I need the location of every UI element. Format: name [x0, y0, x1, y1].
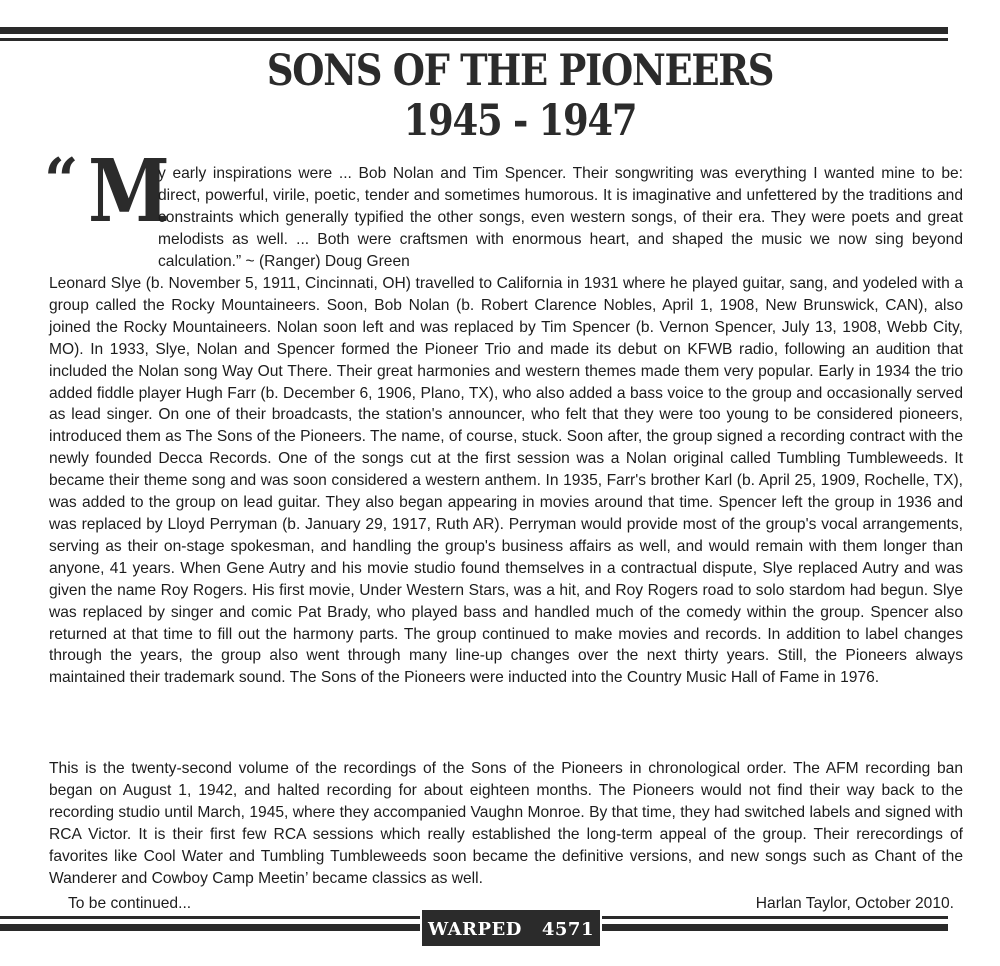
page-subtitle-years: 1945 - 1947: [403, 96, 637, 146]
catalog-badge: [420, 908, 602, 948]
epigraph-quote: [158, 163, 963, 273]
paragraph-1: Leonard Slye (b. November 5, 1911, Cincinnati, OH) travelled to California in 1931 where he played guitar, sang, and yodeled with a group called the Rocky Mountaineers. Soon, Bob Nolan (b. Robert Clarence Nobles, April 1, 1908, New Brunswick, CAN), also joined the Rocky Mountaineers. Nolan soon left and was replaced by Tim Spencer (b. Vernon Spencer, July 13, 1908, Webb City, MO). In 1933, Slye, Nolan and Spencer formed the Pioneer Trio and made its debut on KFWB radio, following an audition that included the Nolan song Way Out There. Their great harmonies and western themes made them very popular. Early in 1934 the trio added fiddle player Hugh Farr (b. December 6, 1906, Plano, TX), who also added a bass voice to the group and occasionally served as lead singer. On one of their broadcasts, the station's announcer, who felt that they were too young to be considered pioneers, introduced them as The Sons of the Pioneers. The name, of course, stuck. Soon after, the group signed a recording contract with the newly founded Decca Records. One of the songs cut at the first session was a Nolan original called Tumbling Tumbleweeds. It became their theme song and was soon considered a western anthem. In 1935, Farr's brother Karl (b. April 25, 1909, Rochelle, TX), was added to the group on lead guitar. They also began appearing in movies around that time. Spencer left the group in 1936 and was replaced by Lloyd Perryman (b. January 29, 1917, Ruth AR). Perryman would provide most of the group's vocal arrangements, serving as their on-stage spokesman, and handling the group's business affairs as well, and would remain with them longer than anyone, 41 years. When Gene Autry and his movie studio found themselves in a contractual dispute, Slye replaced Autry and was given the name Roy Rogers. His first movie, Under Western Stars, was a hit, and Roy Rogers road to solo stardom had begun. Slye was replaced by singer and comic Pat Brady, who played bass and handled much of the comedy within the group. Spencer also returned at that time to fill out the harmony parts. The group continued to make movies and records. In addition to label changes through the years, the group also went through many line-up changes over the next thirty years. Still, the Pioneers always maintained their trademark sound. The Sons of the Pioneers were inducted into the Country Music Hall of Fame in 1976.: [49, 275, 963, 687]
quote-text: y early inspirations were ... Bob Nolan and Tim Spencer. Their songwriting was everything I wanted mine to be: direct, powerful, virile, poetic, tender and sometimes humorous. It is imaginative and unfettered by the traditions and constraints which generally typified the other songs, even western songs, of their era. They were poets and great melodists as well. ... Both were craftsmen with enormous heart, and shaped the music we now sing beyond calculation.” ~ (Ranger) Doug Green: [158, 165, 963, 270]
page-title: SONS OF THE PIONEERS: [266, 46, 774, 96]
top-rule-thin: [0, 38, 948, 41]
body-paragraph-volume: [49, 758, 963, 889]
paragraph-2: This is the twenty-second volume of the recordings of the Sons of the Pioneers in chronological order. The AFM recording ban began on August 1, 1942, and halted recording for about eighteen months. The Pioneers would not find their way back to the recording studio until March, 1945, where they accompanied Vaughn Monroe. By that time, they had switched labels and signed with RCA Victor. It is their first few RCA sessions which really established the long-term appeal of the group. Their rerecordings of favorites like Cool Water and Tumbling Tumbleweeds soon became the definitive versions, and new songs such as Chant of the Wanderer and Cowboy Camp Meetin’ became classics as well.: [49, 760, 963, 887]
body-paragraph-history: [49, 273, 963, 689]
open-quote-mark: “: [44, 146, 79, 216]
continued-note: To be continued...: [68, 895, 192, 912]
drop-cap-letter: M: [88, 141, 170, 242]
catalog-number: 4571: [541, 919, 594, 940]
top-rule-thick: [0, 27, 948, 34]
author-signature: Harlan Taylor, October 2010.: [755, 895, 954, 912]
label-name: WARPED: [428, 919, 522, 940]
